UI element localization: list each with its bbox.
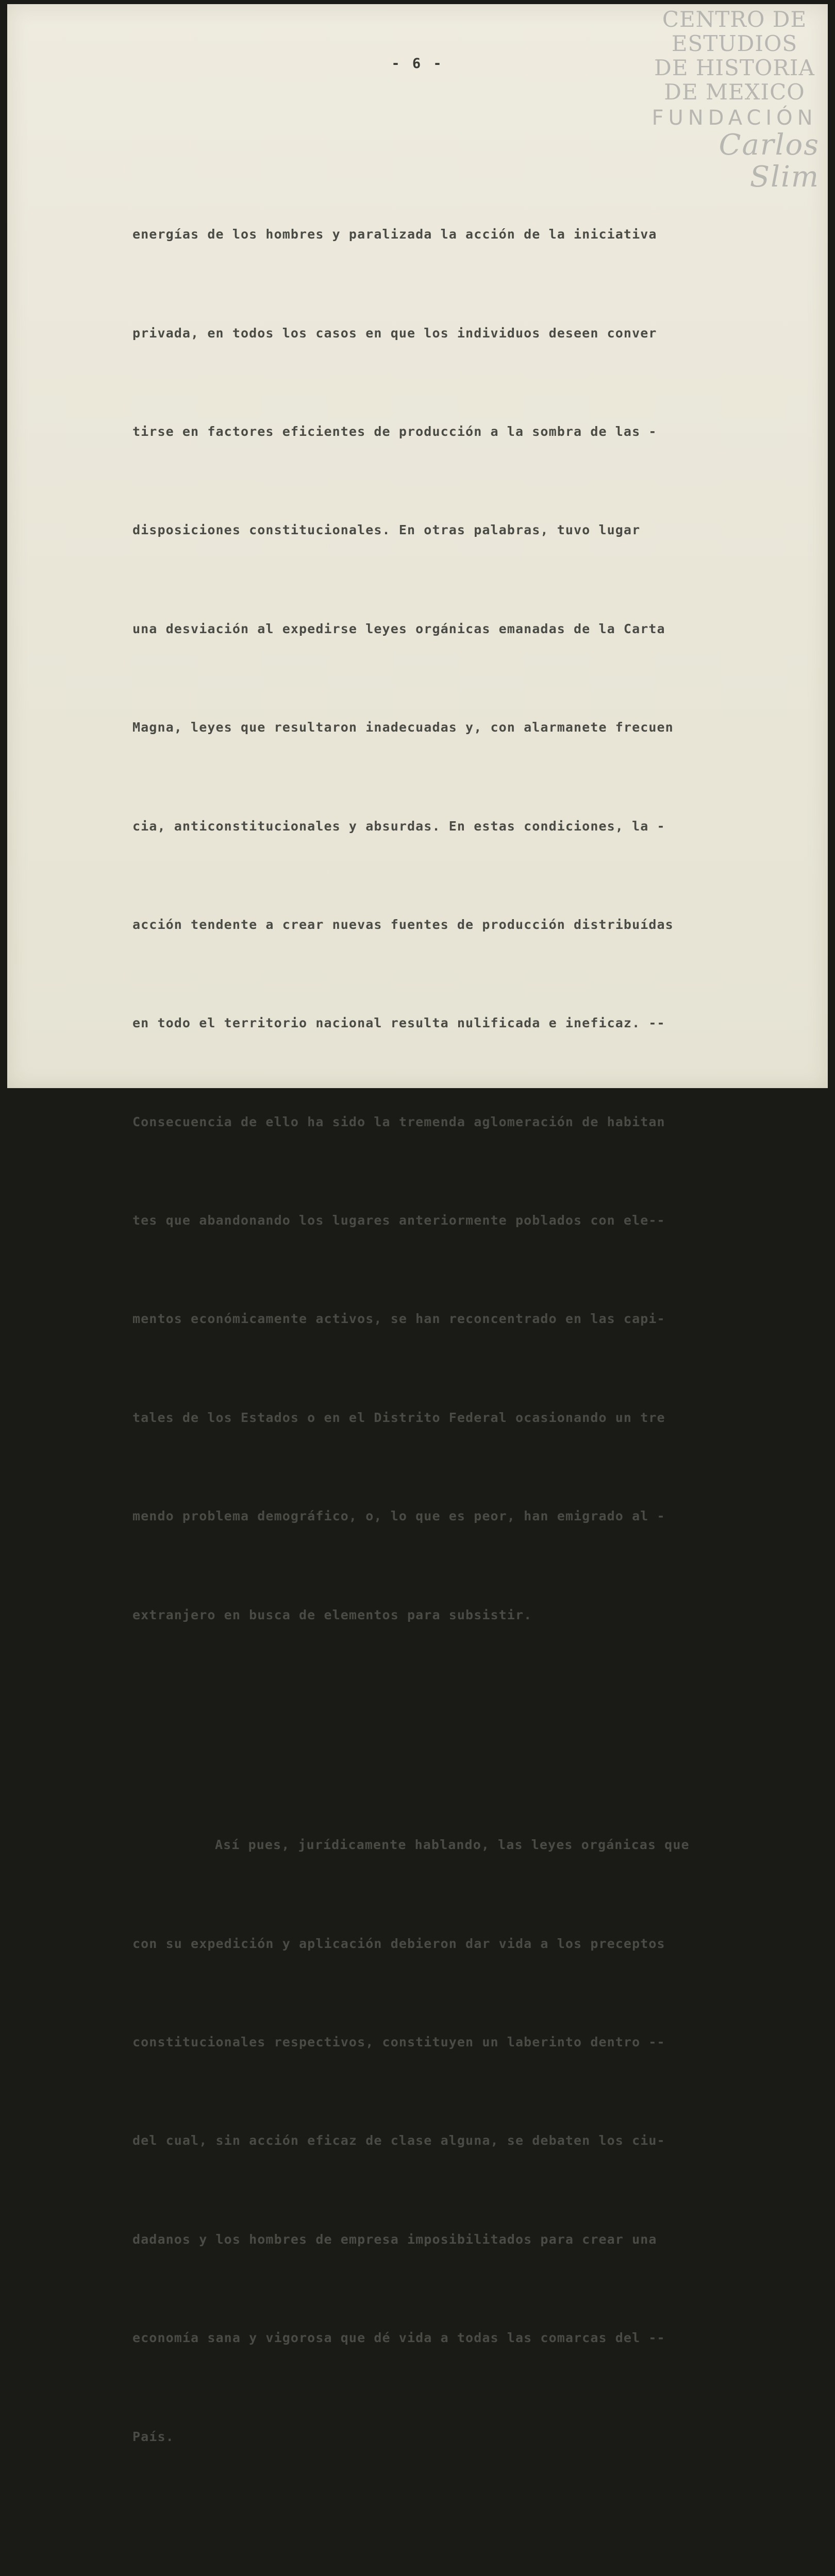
text-line: del cual, sin acción eficaz de clase alguna, se debaten los ciu- — [132, 2133, 665, 2148]
text-line: acción tendente a crear nuevas fuentes de producción distribuídas — [132, 917, 674, 932]
watermark-line-4: DE MEXICO — [664, 79, 805, 105]
paragraph-2 — [132, 1763, 777, 2519]
text-line: tirse en factores eficientes de producción a la sombra de las - — [132, 423, 657, 439]
text-line: en todo el territorio nacional resulta nulificada e ineficaz. -- — [132, 1015, 665, 1031]
text-line: privada, en todos los casos en que los individuos deseen conver — [132, 325, 657, 341]
text-line: Así pues, jurídicamente hablando, las leyes orgánicas que — [215, 1837, 690, 1853]
text-line: economía sana y vigorosa que dé vida a todas las comarcas del -- — [132, 2330, 665, 2346]
watermark-signature: Carlos Slim — [719, 128, 820, 194]
watermark-line-1: CENTRO DE — [662, 7, 807, 32]
text-line: dadanos y los hombres de empresa imposibilitados para crear una — [132, 2231, 657, 2247]
text-line: energías de los hombres y paralizada la acción de la iniciativa — [132, 227, 657, 242]
text-line: cia, anticonstitucionales y absurdas. En estas condiciones, la - — [132, 818, 665, 834]
typewritten-body — [132, 87, 777, 2576]
text-line: Consecuencia de ello ha sido la tremenda aglomeración de habitan — [132, 1114, 665, 1129]
text-line: tes que abandonando los lugares anteriormente poblados con ele-- — [132, 1213, 665, 1228]
text-line: Magna, leyes que resultaron inadecuadas y, con alarmanete frecuen — [132, 720, 674, 735]
page-number: - 6 - — [391, 56, 444, 72]
text-line: extranjero en busca de elementos para subsistir. — [132, 1607, 532, 1622]
watermark-line-3: DE HISTORIA — [654, 55, 815, 80]
text-line: disposiciones constitucionales. En otras palabras, tuvo lugar — [132, 522, 641, 538]
text-line: mendo problema demográfico, o, lo que es peor, han emigrado al - — [132, 1509, 665, 1524]
text-line: mentos económicamente activos, se han reconcentrado en las capi- — [132, 1311, 665, 1327]
text-line: una desviación al expedirse leyes orgánicas emanadas de la Carta — [132, 621, 665, 636]
text-line: con su expedición y aplicación debieron dar vida a los preceptos — [132, 1936, 665, 1951]
text-line: País. — [132, 2429, 174, 2444]
paragraph-1 — [132, 152, 777, 1697]
text-line: constitucionales respectivos, constituyen un laberinto dentro -- — [132, 2035, 665, 2050]
text-line: tales de los Estados o en el Distrito Federal ocasionando un tre — [132, 1410, 665, 1425]
watermark-line-2: ESTUDIOS — [671, 31, 798, 56]
watermark-fundacion: FUNDACIÓN — [652, 106, 817, 130]
